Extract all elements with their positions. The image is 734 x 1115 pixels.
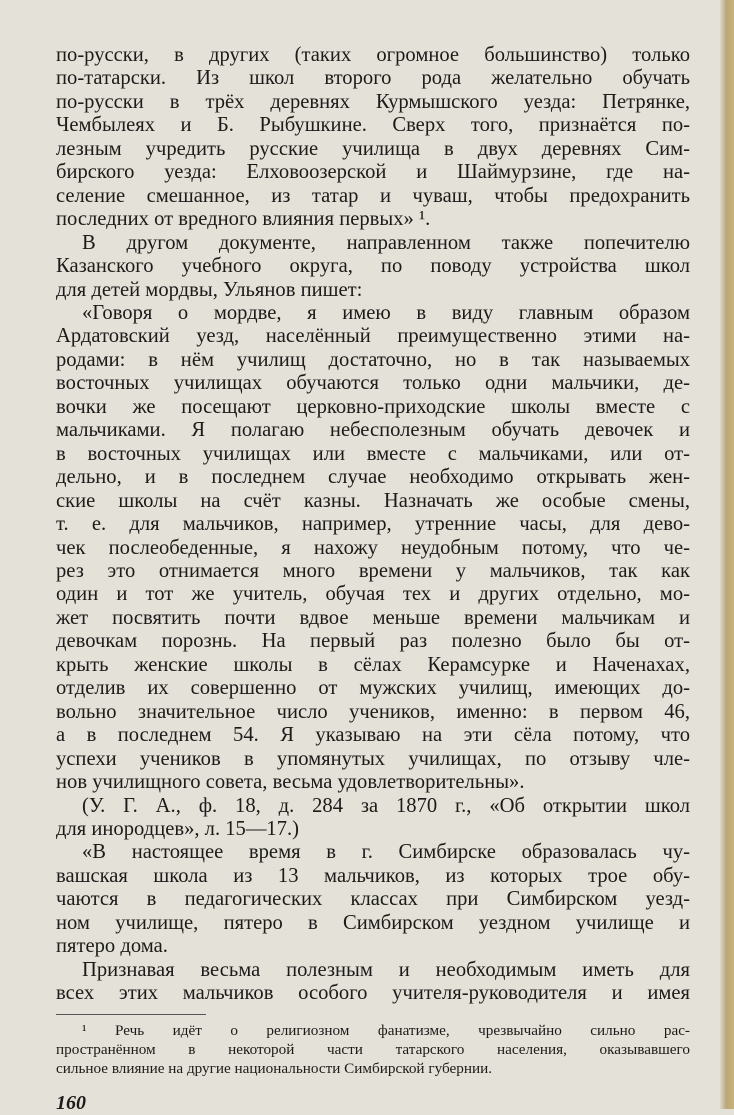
text-line: пятеро дома. (56, 935, 168, 958)
text-line: Ардатовский уезд, населённый преимущественно этими на- (56, 325, 690, 348)
text-line: «Говоря о мордве, я имею в виду главным образом (82, 301, 690, 324)
footnote-line: пространённом в некоторой части татарского населения, оказывавшего (56, 1040, 690, 1058)
text-line: чек послеобеденные, я нахожу неудобным потому, что че- (56, 536, 690, 559)
text-line: один и тот же учитель, обучая тех и других отдельно, мо- (56, 583, 690, 606)
text-line: успехи учеников в упомянутых училищах, по отзыву чле- (56, 747, 690, 770)
text-line: в восточных училищах или вместе с мальчиками, или от- (56, 442, 690, 465)
text-line: по-русски в трёх деревнях Курмышского уезда: Петрянке, (56, 90, 690, 113)
footnote (56, 1021, 690, 1078)
text-line: родами: в нём училищ достаточно, но в так называемых (56, 348, 690, 371)
text-line: последних от вредного влияния первых» ¹. (56, 208, 431, 231)
text-line: селение смешанное, из татар и чуваш, чтобы предохранить (56, 184, 690, 207)
page-edge-shadow (720, 0, 734, 1109)
text-line: лезным учредить русские училища в двух деревнях Сим- (56, 137, 690, 160)
text-line: всех этих мальчиков особого учителя-руководителя и имея (56, 982, 690, 1005)
text-line: дельно, и в последнем случае необходимо открывать жен- (56, 466, 690, 489)
text-line: (У. Г. А., ф. 18, д. 284 за 1870 г., «Об открытии школ (82, 794, 690, 817)
footnote-line: ¹ Речь идёт о религиозном фанатизме, чрезвычайно сильно рас- (82, 1021, 690, 1039)
book-page (56, 44, 690, 1115)
text-line: ские школы на счёт казны. Назначать же особые смены, (56, 489, 690, 512)
text-line: жет посвятить почти вдвое меньше времени мальчикам и (56, 606, 690, 629)
text-line: Чембылеях и Б. Рыбушкине. Сверх того, признаётся по- (56, 114, 690, 137)
text-line: девочкам порознь. На первый раз полезно было бы от- (56, 630, 690, 653)
page-number: 160 (56, 1091, 86, 1114)
text-line: мальчиками. Я полагаю небесполезным обучать девочек и (56, 419, 690, 442)
text-line: восточных училищах обучаются только одни мальчики, де- (56, 372, 690, 395)
text-line: для детей мордвы, Ульянов пишет: (56, 278, 363, 301)
body-text (56, 44, 690, 1006)
footnote-divider (56, 1014, 206, 1015)
text-line: Казанского учебного округа, по поводу устройства школ (56, 255, 690, 278)
text-line: вочки же посещают церковно-приходские школы вместе с (56, 395, 690, 418)
text-line: ном училище, пятеро в Симбирском уездном училище и (56, 911, 690, 934)
text-line: В другом документе, направленном также попечителю (82, 231, 690, 254)
text-line: бирского уезда: Елховоозерской и Шаймурзине, где на- (56, 161, 690, 184)
text-line: чаются в педагогических классах при Симбирском уезд- (56, 888, 690, 911)
text-line: Признавая весьма полезным и необходимым иметь для (82, 958, 690, 981)
text-line: крыть женские школы в сёлах Керамсурке и Наченахах, (56, 653, 690, 676)
text-line: рез это отнимается много времени у мальчиков, так как (56, 559, 690, 582)
text-line: а в последнем 54. Я указываю на эти сёла потому, что (56, 724, 690, 747)
text-line: вашская школа из 13 мальчиков, из которых трое обу- (56, 864, 690, 887)
text-line: отделив их совершенно от мужских училищ, имеющих до- (56, 677, 690, 700)
text-line: по-русски, в других (таких огромное большинство) только (56, 44, 690, 66)
text-line: т. е. для мальчиков, например, утренние часы, для дево- (56, 513, 690, 536)
text-line: «В настоящее время в г. Симбирске образовалась чу- (82, 841, 690, 864)
text-line: для инородцев», л. 15—17.) (56, 817, 300, 840)
text-line: по-татарски. Из школ второго рода желательно обучать (56, 67, 690, 90)
text-line: нов училищного совета, весьма удовлетворительны». (56, 771, 525, 794)
text-line: вольно значительное число учеников, именно: в первом 46, (56, 700, 690, 723)
footnote-line: сильное влияние на другие национальности Симбирской губернии. (56, 1059, 493, 1077)
